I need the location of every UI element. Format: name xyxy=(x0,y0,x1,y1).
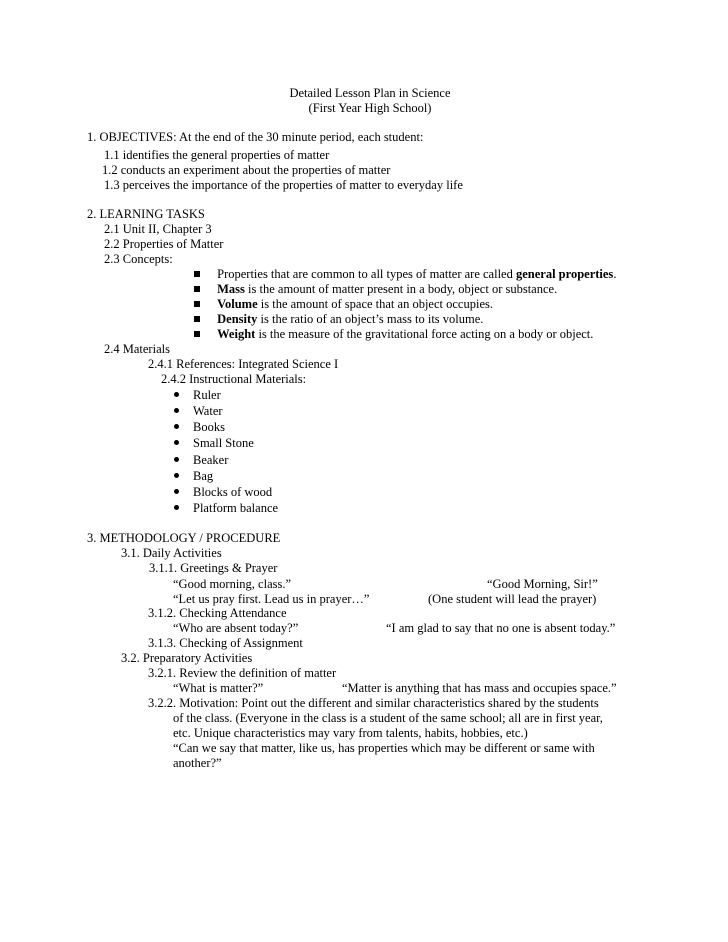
square-bullet-icon xyxy=(194,271,200,277)
material-item: Platform balance xyxy=(174,501,278,516)
concept-item: Weight is the measure of the gravitational force acting on a body or object. xyxy=(194,327,593,342)
round-bullet-icon xyxy=(174,457,179,462)
procedure-item: 3.1. Daily Activities xyxy=(121,546,222,560)
concept-item: Mass is the amount of matter present in a body, object or substance. xyxy=(194,282,557,297)
student-line: “I am glad to say that no one is absent today.” xyxy=(386,621,616,635)
procedure-item: 3.1.3. Checking of Assignment xyxy=(148,636,303,650)
round-bullet-icon xyxy=(174,440,179,445)
task-item: 2.1 Unit II, Chapter 3 xyxy=(104,222,212,236)
square-bullet-icon xyxy=(194,331,200,337)
concept-item: Volume is the amount of space that an object occupies. xyxy=(194,297,493,312)
material-item: Beaker xyxy=(174,453,228,468)
round-bullet-icon xyxy=(174,489,179,494)
material-item: Blocks of wood xyxy=(174,485,272,500)
round-bullet-icon xyxy=(174,505,179,510)
materials-references: 2.4.1 References: Integrated Science I xyxy=(148,357,339,371)
procedure-item: 3.1.2. Checking Attendance xyxy=(148,606,287,620)
student-line: (One student will lead the prayer) xyxy=(428,592,597,606)
objectives-heading: 1. OBJECTIVES: At the end of the 30 minute period, each student: xyxy=(87,130,424,144)
concept-item: Properties that are common to all types of matter are called general properties. xyxy=(194,267,616,282)
teacher-line: “Good morning, class.” xyxy=(173,577,292,591)
learning-tasks-heading: 2. LEARNING TASKS xyxy=(87,207,205,221)
task-item: 2.2 Properties of Matter xyxy=(104,237,224,251)
procedure-item: 3.2. Preparatory Activities xyxy=(121,651,253,665)
document-title: Detailed Lesson Plan in Science xyxy=(289,86,451,100)
material-item: Small Stone xyxy=(174,436,254,451)
document-subtitle: (First Year High School) xyxy=(308,101,432,115)
round-bullet-icon xyxy=(174,392,179,397)
round-bullet-icon xyxy=(174,473,179,478)
task-item: 2.3 Concepts: xyxy=(104,252,173,266)
motivation-text: of the class. (Everyone in the class is a student of the same school; all are in first year, xyxy=(173,711,603,725)
student-line: “Good Morning, Sir!” xyxy=(487,577,598,591)
square-bullet-icon xyxy=(194,301,200,307)
objective-item: 1.1 identifies the general properties of matter xyxy=(104,148,330,162)
task-item: 2.4 Materials xyxy=(104,342,170,356)
objective-item: 1.2 conducts an experiment about the properties of matter xyxy=(102,163,391,177)
motivation-text: another?” xyxy=(173,756,222,770)
teacher-line: “What is matter?” xyxy=(173,681,264,695)
motivation-text: “Can we say that matter, like us, has properties which may be different or same with xyxy=(173,741,595,755)
objective-item: 1.3 perceives the importance of the properties of matter to everyday life xyxy=(104,178,463,192)
teacher-line: “Let us pray first. Lead us in prayer…” xyxy=(173,592,370,606)
instructional-materials-heading: 2.4.2 Instructional Materials: xyxy=(161,372,307,386)
methodology-heading: 3. METHODOLOGY / PROCEDURE xyxy=(87,531,281,545)
student-line: “Matter is anything that has mass and occupies space.” xyxy=(342,681,617,695)
procedure-item: 3.1.1. Greetings & Prayer xyxy=(149,561,278,575)
teacher-line: “Who are absent today?” xyxy=(173,621,299,635)
round-bullet-icon xyxy=(174,424,179,429)
material-item: Bag xyxy=(174,469,213,484)
material-item: Ruler xyxy=(174,388,221,403)
motivation-text: etc. Unique characteristics may vary from talents, habits, hobbies, etc.) xyxy=(173,726,528,740)
procedure-item: 3.2.2. Motivation: Point out the different and similar characteristics shared by the students xyxy=(148,696,599,710)
material-item: Water xyxy=(174,404,223,419)
procedure-item: 3.2.1. Review the definition of matter xyxy=(148,666,337,680)
square-bullet-icon xyxy=(194,316,200,322)
concept-item: Density is the ratio of an object’s mass to its volume. xyxy=(194,312,483,327)
round-bullet-icon xyxy=(174,408,179,413)
square-bullet-icon xyxy=(194,286,200,292)
material-item: Books xyxy=(174,420,225,435)
